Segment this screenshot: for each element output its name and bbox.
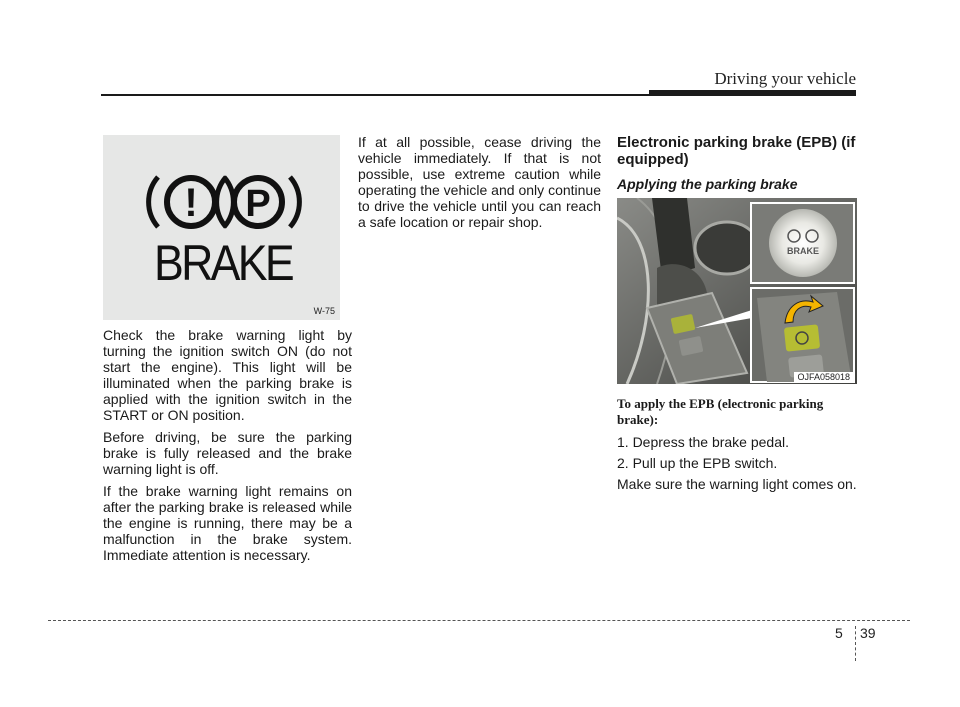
running-header-title: Driving your vehicle bbox=[714, 69, 856, 88]
column-3 bbox=[617, 134, 857, 497]
paragraph: If the brake warning light remains on after the parking brake is released while the engine is running, there may be a malfunction in the brake system. Immediate attention is necessary. bbox=[103, 483, 352, 563]
footer-rule bbox=[48, 620, 910, 621]
p-glyph: P bbox=[245, 183, 271, 225]
note-paragraph: Make sure the warning light comes on. bbox=[617, 476, 857, 492]
brake-word: BRAKE bbox=[154, 235, 294, 291]
subsection-heading: Applying the parking brake bbox=[617, 176, 798, 192]
inset-brake-word: BRAKE bbox=[786, 246, 820, 256]
chapter-number: 5 bbox=[835, 625, 843, 641]
header-bar bbox=[649, 90, 856, 96]
brake-warning-icon bbox=[103, 135, 340, 320]
brake-warning-light-figure bbox=[103, 135, 340, 320]
column-1 bbox=[103, 327, 352, 569]
page-number: 39 bbox=[860, 625, 876, 641]
step-item: 2. Pull up the EPB switch. bbox=[617, 455, 778, 471]
epb-switch-figure bbox=[617, 198, 857, 384]
exclaim-glyph: ! bbox=[184, 181, 198, 225]
console-illustration bbox=[617, 198, 857, 384]
page-divider bbox=[855, 626, 856, 661]
step-item: 1. Depress the brake pedal. bbox=[617, 434, 789, 450]
header-rule bbox=[101, 94, 649, 96]
paragraph: Before driving, be sure the parking brake is fully released and the brake warning light is off. bbox=[103, 429, 352, 477]
step-heading: To apply the EPB (electronic parking brake): bbox=[617, 396, 824, 427]
column-2 bbox=[358, 134, 601, 230]
figure-code: W-75 bbox=[313, 306, 335, 316]
paragraph: Check the brake warning light by turning the ignition switch ON (do not start the engine). This light will be illuminated when the parking brake is applied with the ignition switch in the START or ON position. bbox=[103, 327, 352, 423]
section-heading: Electronic parking brake (EPB) (if equipped) bbox=[617, 134, 856, 168]
figure-code: OJFA058018 bbox=[794, 372, 853, 382]
paragraph: If at all possible, cease driving the vehicle immediately. If that is not possible, use extreme caution while operating the vehicle and only continue to drive the vehicle until you can reach a safe location or repair shop. bbox=[358, 134, 601, 230]
